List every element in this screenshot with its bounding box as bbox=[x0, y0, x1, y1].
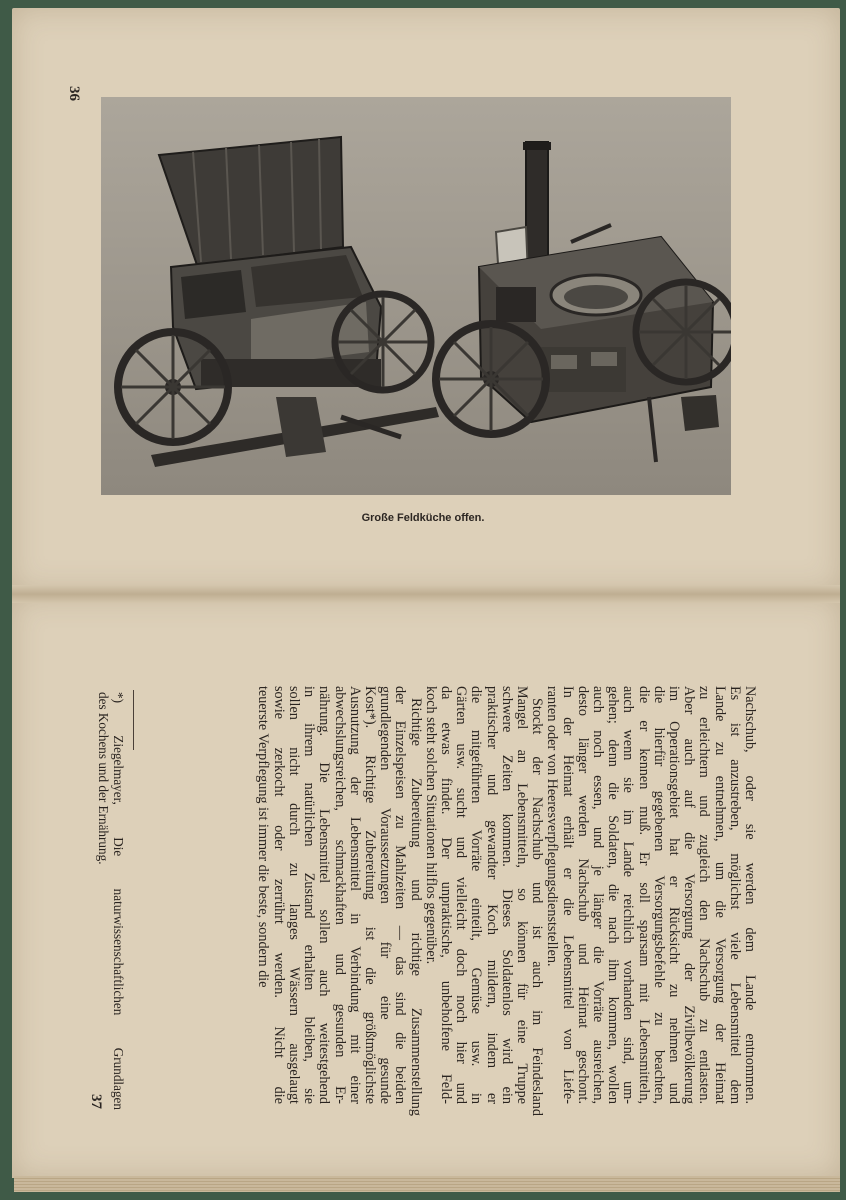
text-line: auch noch essen, und je länger die Vorräte ausreichen, bbox=[589, 686, 606, 1104]
text-line: auch wenn sie im Lande reichlich vorhanden sind, um- bbox=[620, 686, 637, 1104]
text-line: Nachschub, oder sie werden dem Lande entnommen. bbox=[742, 686, 758, 1104]
text-line: nährung. Die Lebensmittel sollen auch weitestgehend bbox=[316, 686, 333, 1104]
text-line: gehen; denn die Soldaten, die nach ihm kommen, wollen bbox=[605, 686, 622, 1104]
text-line: sollen nicht durch zu langes Wässern ausgelaugt bbox=[285, 686, 302, 1104]
text-line: Stockt der Nachschub und ist auch im Feindesland bbox=[529, 698, 546, 1116]
body-text bbox=[255, 686, 757, 1116]
text-line: die er kennen muß. Er soll sparsam mit Lebensmitteln, bbox=[635, 686, 652, 1104]
text-line: Richtige Zubereitung und richtige Zusammenstellung bbox=[407, 698, 424, 1116]
text-line: Ausnutzung der Lebensmittel in Verbindung mit einer bbox=[346, 686, 363, 1104]
text-line: desto länger werden Nachschub und Heimat geschont. bbox=[574, 686, 591, 1104]
footnote-line: des Kochens und der Ernährung. bbox=[96, 692, 112, 865]
footnote-line: *) Ziegelmayer, Die naturwissenschaftlichen Grundlagen bbox=[111, 692, 126, 1110]
text-line: Gärten usw. sucht und vielleicht doch noch hier und bbox=[453, 686, 470, 1104]
text-line: teuerste Verpflegung ist immer die beste, sondern die bbox=[255, 686, 272, 988]
book-gutter bbox=[12, 585, 840, 603]
field-kitchen-photo bbox=[101, 97, 731, 495]
field-kitchen-illustration bbox=[101, 97, 731, 495]
footnote-rule bbox=[133, 690, 134, 750]
text-line: Aber auch auf die Versorgung der Zivilbevölkerung bbox=[681, 686, 698, 1104]
text-line: da etwas findet. Der unpraktische, unbeholfene Feld- bbox=[437, 686, 454, 1104]
page-number-37: 37 bbox=[88, 1094, 104, 1109]
text-line: abwechslungsreichen, schmackhaften und gesunden Er- bbox=[331, 686, 348, 1104]
text-line: schwere Zeiten kommen. Dieses Soldatenlos wird ein bbox=[498, 686, 515, 1104]
text-line: sowie zerkocht oder zerrührt werden. Nicht die bbox=[270, 686, 287, 1104]
text-line: koch steht solchen Situationen hilflos gegenüber. bbox=[422, 686, 439, 965]
text-line: ranten oder von Heeresverpflegungsdienststellen. bbox=[544, 686, 561, 967]
page-number-36: 36 bbox=[66, 86, 82, 101]
text-line: in ihrem natürlichen Zustand erhalten bleiben, sie bbox=[301, 686, 318, 1104]
page-edges bbox=[14, 1176, 840, 1192]
text-line: die hierfür gegebenen Versorgungsbefehle zu beachten, bbox=[650, 686, 667, 1104]
text-line: zu erleichtern und zugleich den Nachschub zu entlasten. bbox=[696, 686, 713, 1104]
text-line: grundlegenden Voraussetzungen für eine gesunde bbox=[377, 686, 394, 1104]
text-line: praktischer und gewandter Koch mildern, indem er bbox=[483, 686, 500, 1104]
text-line: Mangel an Lebensmitteln, so können für eine Truppe bbox=[513, 686, 530, 1104]
footnote bbox=[96, 692, 125, 1110]
text-line: In der Heimat erhält er die Lebensmittel von Liefe- bbox=[559, 686, 576, 1104]
text-line: im Operationsgebiet hat er Rücksicht zu nehmen und bbox=[665, 686, 682, 1104]
text-line: die mitgeführten Vorräte einteilt, Gemüse usw. in bbox=[468, 686, 485, 1104]
text-line: Lande zu entnehmen, um die Versorgung der Heimat bbox=[711, 686, 728, 1104]
text-line: Kost*). Richtige Zubereitung ist die größtmöglichste bbox=[361, 686, 378, 1104]
photo-caption: Große Feldküche offen. bbox=[361, 512, 485, 524]
text-line: der Einzelspeisen zu Mahlzeiten — das sind die beiden bbox=[392, 686, 409, 1104]
text-line: Es ist anzustreben, möglichst viele Lebensmittel dem bbox=[726, 686, 743, 1104]
